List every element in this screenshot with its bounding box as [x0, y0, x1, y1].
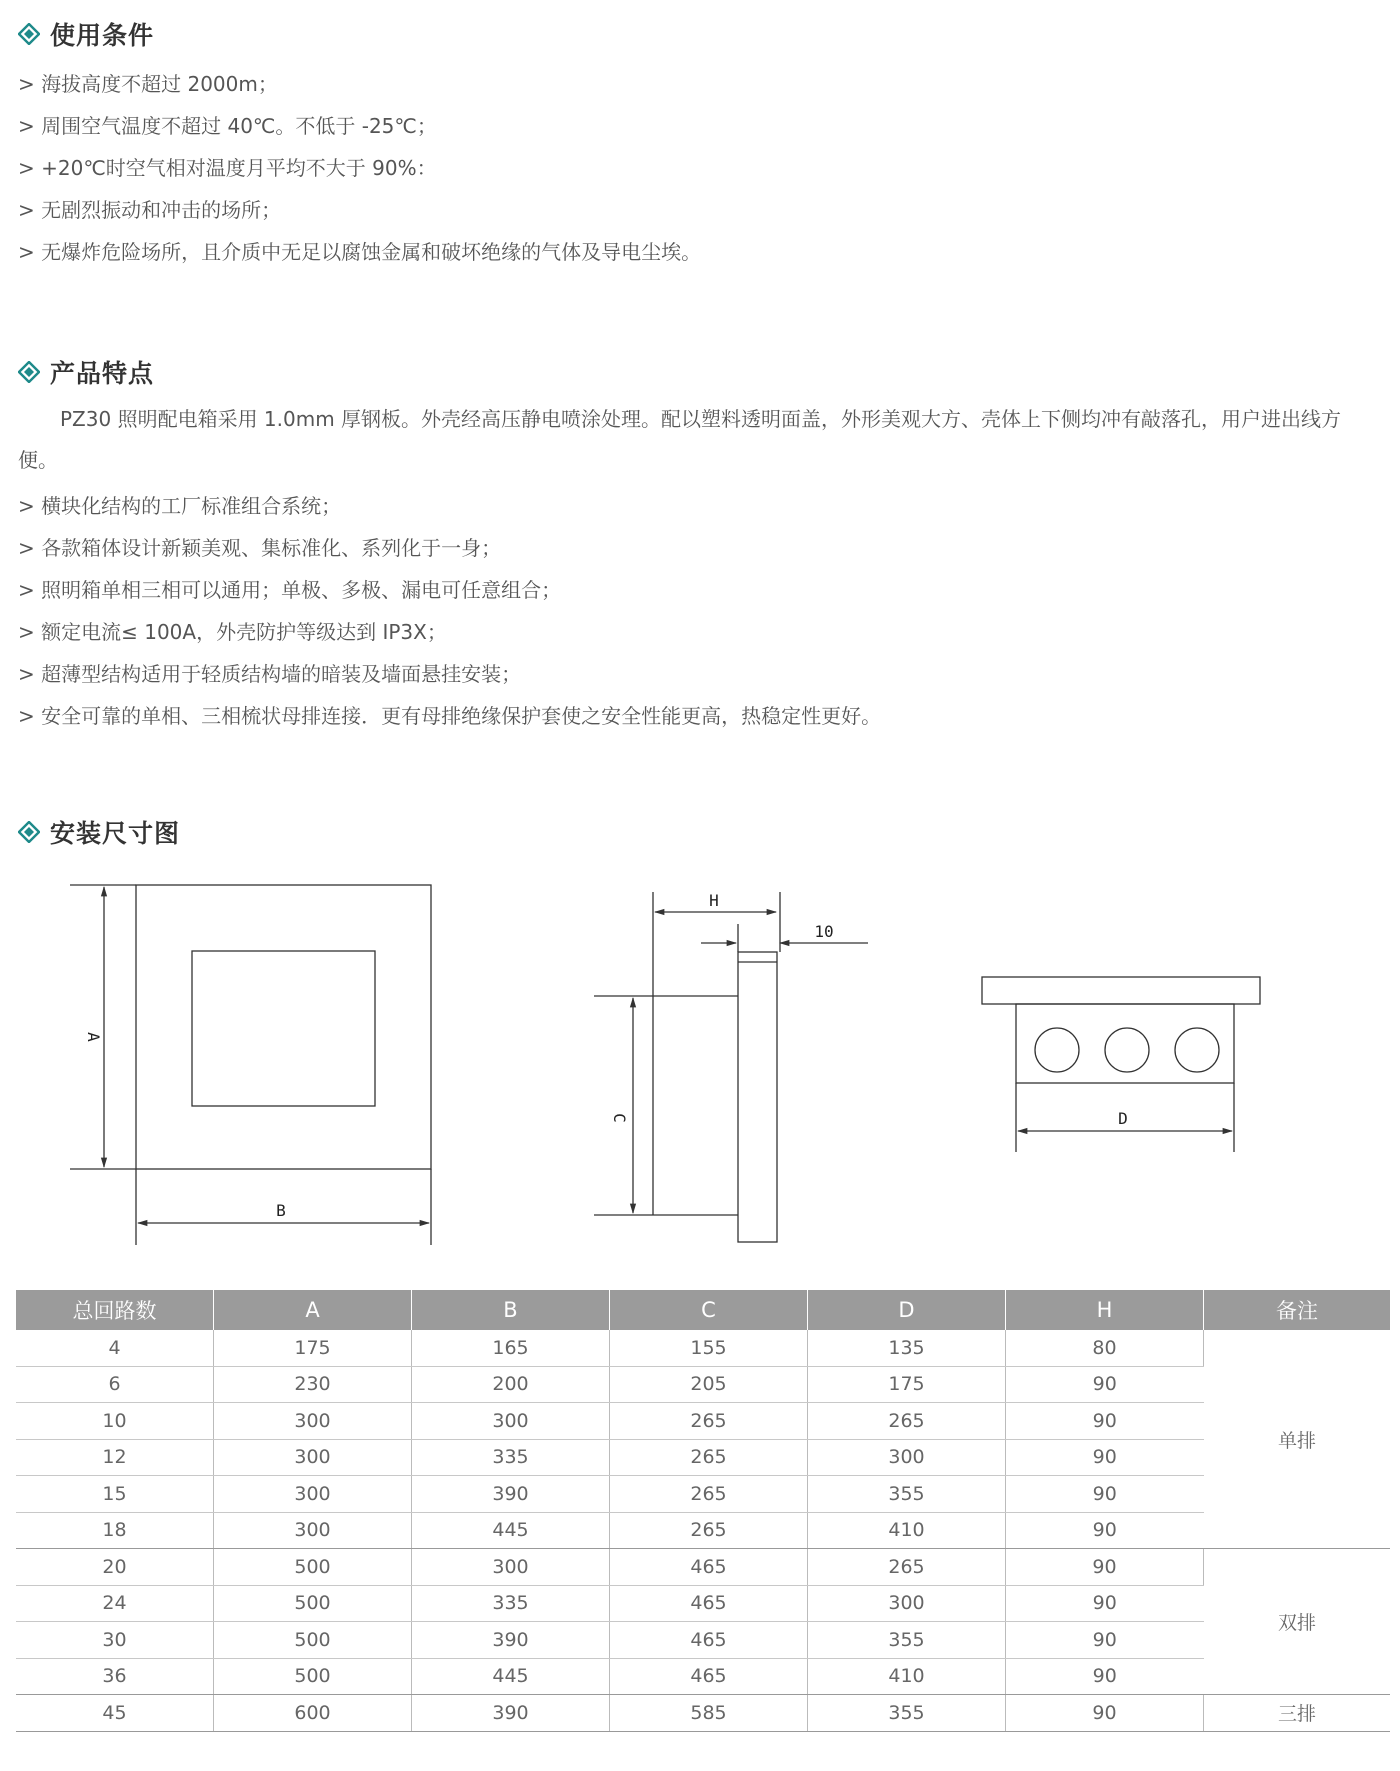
- header-cell: D: [808, 1290, 1006, 1330]
- table-cell: 500: [214, 1622, 412, 1659]
- table-cell: 355: [808, 1695, 1006, 1732]
- table-cell: 90: [1006, 1512, 1204, 1549]
- table-cell: 90: [1006, 1403, 1204, 1440]
- table-cell: 165: [412, 1330, 610, 1366]
- table-cell: 500: [214, 1549, 412, 1586]
- condition-item: > 无爆炸危险场所，且介质中无足以腐蚀金属和破坏绝缘的气体及导电尘埃。: [18, 240, 702, 264]
- knockout-hole: [1035, 1028, 1079, 1072]
- section-title-features: [18, 354, 154, 390]
- table-cell: 390: [412, 1695, 610, 1732]
- table-note-cell: 双排: [1204, 1549, 1391, 1695]
- table-cell: 90: [1006, 1585, 1204, 1622]
- table-row: [16, 1622, 1390, 1659]
- table-cell: 465: [610, 1549, 808, 1586]
- table-cell: 300: [214, 1476, 412, 1513]
- section-title-text: 使用条件: [50, 21, 155, 50]
- feature-item: > 超薄型结构适用于轻质结构墙的暗装及墙面悬挂安装；: [18, 662, 522, 686]
- table-cell: 390: [412, 1622, 610, 1659]
- table-cell: 4: [16, 1330, 214, 1366]
- table-cell: 6: [16, 1366, 214, 1403]
- table-row: [16, 1476, 1390, 1513]
- table-cell: 500: [214, 1658, 412, 1695]
- table-cell: 265: [808, 1549, 1006, 1586]
- table-cell: 465: [610, 1622, 808, 1659]
- table-cell: 300: [808, 1439, 1006, 1476]
- table-cell: 300: [412, 1403, 610, 1440]
- table-cell: 265: [610, 1439, 808, 1476]
- label-d: D: [1118, 1109, 1128, 1128]
- feature-item: > 横块化结构的工厂标准组合系统；: [18, 494, 342, 518]
- header-cell: C: [610, 1290, 808, 1330]
- table-cell: 135: [808, 1330, 1006, 1366]
- table-cell: 445: [412, 1658, 610, 1695]
- table-cell: 585: [610, 1695, 808, 1732]
- installation-diagram: [0, 860, 1400, 1260]
- table-cell: 90: [1006, 1622, 1204, 1659]
- table-cell: 205: [610, 1366, 808, 1403]
- table-header-row: [16, 1290, 1390, 1330]
- table-cell: 410: [808, 1512, 1006, 1549]
- table-cell: 300: [214, 1403, 412, 1440]
- table-cell: 265: [610, 1403, 808, 1440]
- table-cell: 355: [808, 1476, 1006, 1513]
- table-cell: 300: [214, 1439, 412, 1476]
- table-cell: 265: [808, 1403, 1006, 1440]
- table-cell: 175: [214, 1330, 412, 1366]
- header-cell: 总回路数: [16, 1290, 214, 1330]
- front-view: [70, 885, 431, 1245]
- feature-item: > 额定电流≤ 100A，外壳防护等级达到 IP3X；: [18, 620, 447, 644]
- table-cell: 410: [808, 1658, 1006, 1695]
- section-title-dimensions: [18, 814, 180, 850]
- table-cell: 335: [412, 1439, 610, 1476]
- diamond-icon: [18, 821, 40, 843]
- table-cell: 265: [610, 1476, 808, 1513]
- table-cell: 90: [1006, 1658, 1204, 1695]
- label-10: 10: [814, 922, 834, 941]
- table-cell: 155: [610, 1330, 808, 1366]
- table-cell: 15: [16, 1476, 214, 1513]
- table-cell: 18: [16, 1512, 214, 1549]
- table-cell: 500: [214, 1585, 412, 1622]
- table-cell: 90: [1006, 1476, 1204, 1513]
- condition-item: > 无剧烈振动和冲击的场所；: [18, 198, 282, 222]
- table-cell: 465: [610, 1585, 808, 1622]
- section-title-text: 安装尺寸图: [50, 819, 181, 848]
- table-cell: 300: [214, 1512, 412, 1549]
- table-cell: 335: [412, 1585, 610, 1622]
- table-row: [16, 1549, 1390, 1586]
- front-view-window: [192, 951, 375, 1106]
- label-h: H: [709, 891, 719, 910]
- table-cell: 24: [16, 1585, 214, 1622]
- table-cell: 90: [1006, 1439, 1204, 1476]
- table-cell: 20: [16, 1549, 214, 1586]
- table-cell: 30: [16, 1622, 214, 1659]
- table-cell: 80: [1006, 1330, 1204, 1366]
- table-cell: 230: [214, 1366, 412, 1403]
- header-cell: B: [412, 1290, 610, 1330]
- section-title-conditions: [18, 16, 154, 52]
- table-cell: 175: [808, 1366, 1006, 1403]
- table-cell: 600: [214, 1695, 412, 1732]
- header-cell: H: [1006, 1290, 1204, 1330]
- table-cell: 90: [1006, 1549, 1204, 1586]
- table-row: [16, 1439, 1390, 1476]
- table-cell: 10: [16, 1403, 214, 1440]
- side-view-body: [738, 952, 777, 1242]
- table-row: [16, 1366, 1390, 1403]
- table-cell: 300: [412, 1549, 610, 1586]
- dimension-table: [16, 1290, 1390, 1732]
- header-cell: 备注: [1204, 1290, 1391, 1330]
- table-cell: 45: [16, 1695, 214, 1732]
- section-title-text: 产品特点: [50, 359, 155, 388]
- table-cell: 300: [808, 1585, 1006, 1622]
- table-row: [16, 1330, 1390, 1366]
- condition-item: > 海拔高度不超过 2000m；: [18, 72, 278, 96]
- label-a: A: [84, 1032, 103, 1042]
- table-cell: 200: [412, 1366, 610, 1403]
- table-note-cell: 单排: [1204, 1330, 1391, 1549]
- diamond-icon: [18, 361, 40, 383]
- table-row: [16, 1695, 1390, 1732]
- header-cell: A: [214, 1290, 412, 1330]
- table-cell: 355: [808, 1622, 1006, 1659]
- label-c: C: [610, 1113, 629, 1123]
- label-b: B: [276, 1201, 286, 1220]
- condition-item: > 周围空气温度不超过 40℃。不低于 -25℃；: [18, 114, 437, 138]
- table-row: [16, 1585, 1390, 1622]
- table-row: [16, 1658, 1390, 1695]
- table-note-cell: 三排: [1204, 1695, 1391, 1732]
- table-row: [16, 1512, 1390, 1549]
- table-cell: 445: [412, 1512, 610, 1549]
- table-cell: 265: [610, 1512, 808, 1549]
- feature-item: > 照明箱单相三相可以通用；单极、多极、漏电可任意组合；: [18, 578, 562, 602]
- feature-item: > 安全可靠的单相、三相梳状母排连接．更有母排绝缘保护套使之安全性能更高，热稳定性更好。: [18, 704, 882, 728]
- table-row: [16, 1403, 1390, 1440]
- side-view: [594, 892, 868, 1242]
- table-cell: 90: [1006, 1366, 1204, 1403]
- table-cell: 90: [1006, 1695, 1204, 1732]
- diamond-icon: [18, 23, 40, 45]
- front-view-outline: [136, 885, 431, 1169]
- features-intro-text: PZ30 照明配电箱采用 1.0mm 厚钢板。外壳经高压静电喷涂处理。配以塑料透明面盖，外形美观大方、壳体上下侧均冲有敲落孔，用户进出线方便。: [18, 407, 1342, 472]
- bottom-view-cover: [982, 977, 1260, 1004]
- table-cell: 465: [610, 1658, 808, 1695]
- table-cell: 12: [16, 1439, 214, 1476]
- feature-item: > 各款箱体设计新颖美观、集标准化、系列化于一身；: [18, 536, 502, 560]
- knockout-hole: [1175, 1028, 1219, 1072]
- table-cell: 36: [16, 1658, 214, 1695]
- knockout-hole: [1105, 1028, 1149, 1072]
- features-intro: [18, 399, 1348, 481]
- condition-item: > +20℃时空气相对温度月平均不大于 90%：: [18, 156, 437, 180]
- table-cell: 390: [412, 1476, 610, 1513]
